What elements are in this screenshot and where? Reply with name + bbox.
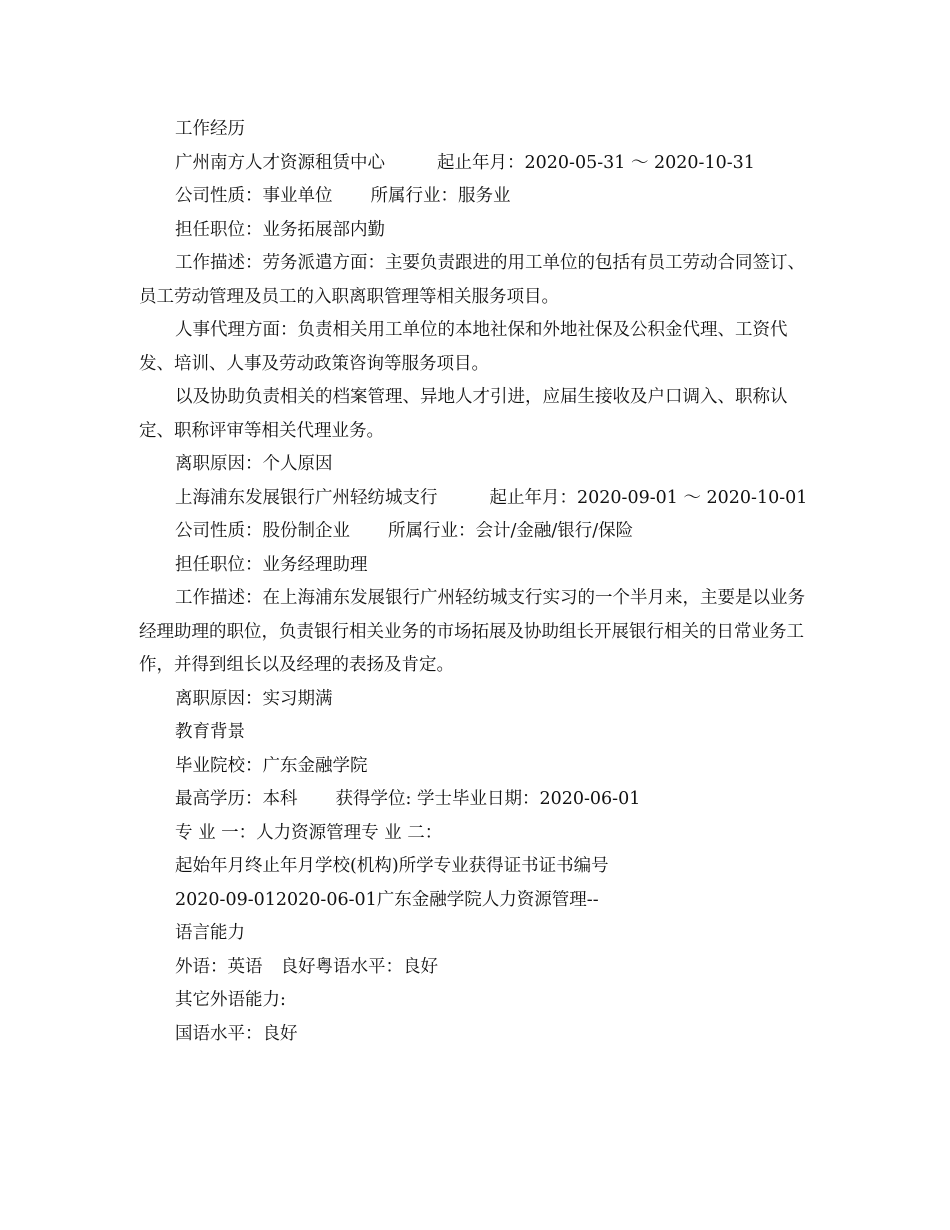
job1-desc2: 人事代理方面：负责相关用工单位的本地社保和外地社保及公积金代理、工资代发、培训、人事及劳动政策咨询等服务项目。: [139, 320, 788, 374]
job2-industry: 所属行业：会计/金融/银行/保险: [388, 521, 634, 541]
edu-highest-degree: 最高学历：本科: [175, 789, 298, 809]
job2-header: [139, 482, 819, 516]
edu-school: 毕业院校：广东金融学院: [175, 755, 368, 776]
edu-degree-date: 获得学位: 学士毕业日期：2020-06-01: [335, 789, 641, 809]
job2-leave-reason: 离职原因：实习期满: [175, 688, 333, 709]
job1-leave-reason: 离职原因：个人原因: [175, 454, 333, 474]
lang-foreign: 外语：英语: [175, 956, 263, 977]
job1-nature: 公司性质：事业单位: [175, 186, 333, 206]
lang-section-title: 语言能力: [175, 923, 245, 943]
edu-table-row: 2020-09-012020-06-01广东金融学院人力资源管理--: [175, 889, 599, 910]
lang-foreign-line: [139, 951, 819, 985]
edu-degree-line: [139, 783, 819, 817]
job1-company: 广州南方人才资源租赁中心: [175, 152, 385, 173]
job2-nature: 公司性质：股份制企业: [175, 521, 350, 541]
job1-nature-line: [139, 180, 819, 214]
job1-desc3: 以及协助负责相关的档案管理、异地人才引进，应届生接收及户口调入、职称认定、职称评审等相关代理业务。: [139, 387, 788, 441]
edu-table-header: 起始年月终止年月学校(机构)所学专业获得证书证书编号: [175, 856, 609, 876]
job2-nature-line: [139, 515, 819, 549]
job1-header: [139, 147, 819, 181]
job2-position: 担任职位：业务经理助理: [175, 554, 368, 575]
edu-majors: 专 业 一：人力资源管理专 业 二：: [175, 822, 443, 843]
job2-desc: 工作描述：在上海浦东发展银行广州轻纺城支行实习的一个半月来，主要是以业务经理助理的职位，负责银行相关业务的市场拓展及协助组长开展银行相关的日常业务工作，并得到组长以及经理的表扬及肯定。: [139, 588, 805, 675]
resume-page: [139, 113, 819, 1051]
job1-industry: 所属行业：服务业: [370, 186, 511, 206]
job2-company: 上海浦东发展银行广州轻纺城支行: [175, 487, 438, 508]
job1-position: 担任职位：业务拓展部内勤: [175, 219, 385, 240]
lang-other: 其它外语能力:: [175, 990, 286, 1010]
job2-period: 起止年月：2020-09-01 ～ 2020-10-01: [489, 487, 808, 508]
job1-desc1: 工作描述：劳务派遣方面：主要负责跟进的用工单位的包括有员工劳动合同签订、员工劳动管理及员工的入职离职管理等相关服务项目。: [139, 253, 805, 307]
lang-mandarin: 国语水平：良好: [175, 1023, 298, 1044]
work-section-title: 工作经历: [175, 119, 245, 139]
lang-foreign-level: 良好粤语水平：良好: [280, 956, 438, 977]
job1-period: 起止年月：2020-05-31 ～ 2020-10-31: [437, 152, 755, 173]
edu-section-title: 教育背景: [175, 722, 245, 742]
